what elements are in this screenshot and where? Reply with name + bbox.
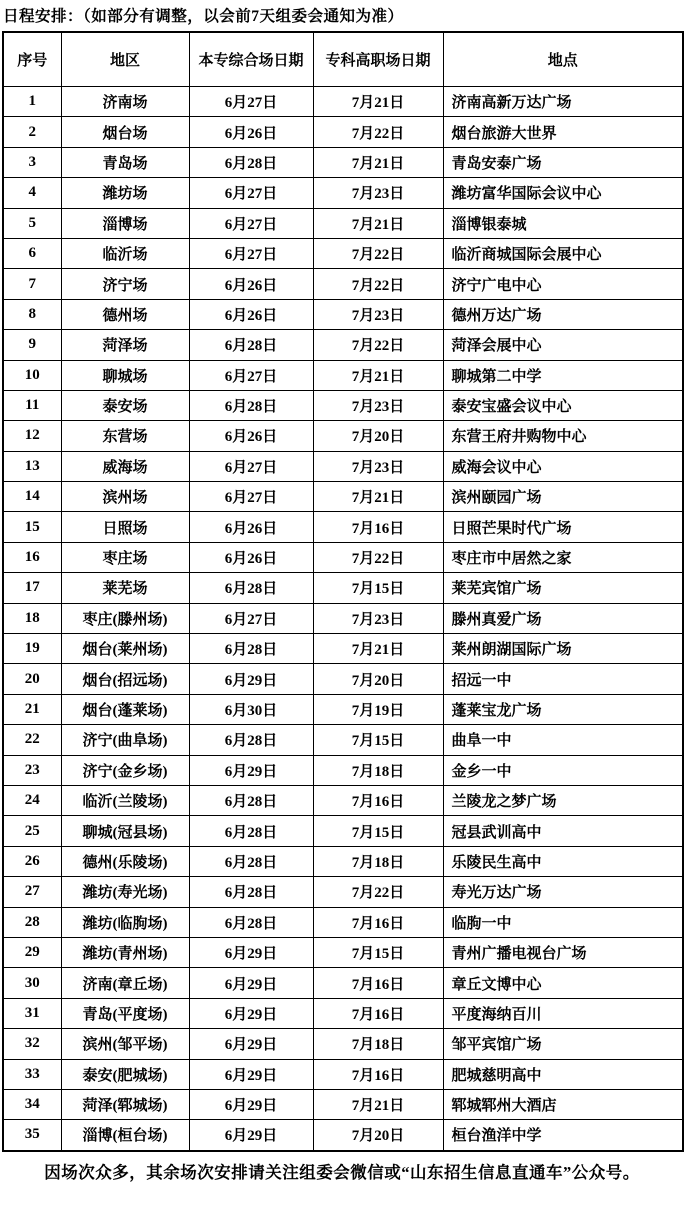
header-row <box>3 32 683 87</box>
cell-location: 寿光万达广场 <box>443 877 683 907</box>
cell-region: 威海场 <box>61 451 189 481</box>
cell-vocational-date: 7月22日 <box>313 269 443 299</box>
cell-region: 泰安(肥城场) <box>61 1059 189 1089</box>
table-row <box>3 725 683 755</box>
cell-vocational-date: 7月16日 <box>313 512 443 542</box>
cell-region: 潍坊(青州场) <box>61 937 189 967</box>
cell-location: 青岛安泰广场 <box>443 147 683 177</box>
cell-region: 日照场 <box>61 512 189 542</box>
cell-location: 临朐一中 <box>443 907 683 937</box>
cell-region: 烟台场 <box>61 117 189 147</box>
cell-location: 菏泽会展中心 <box>443 330 683 360</box>
cell-region: 菏泽场 <box>61 330 189 360</box>
cell-location: 平度海纳百川 <box>443 998 683 1028</box>
cell-vocational-date: 7月16日 <box>313 907 443 937</box>
cell-index: 24 <box>3 785 61 815</box>
cell-index: 6 <box>3 238 61 268</box>
table-row <box>3 482 683 512</box>
cell-vocational-date: 7月21日 <box>313 147 443 177</box>
cell-index: 5 <box>3 208 61 238</box>
cell-region: 济宁(金乡场) <box>61 755 189 785</box>
cell-region: 济南场 <box>61 87 189 117</box>
schedule-table-body <box>3 87 683 1151</box>
cell-main-date: 6月26日 <box>189 421 313 451</box>
table-row <box>3 1089 683 1119</box>
cell-index: 10 <box>3 360 61 390</box>
cell-vocational-date: 7月18日 <box>313 755 443 785</box>
header-index: 序号 <box>3 32 61 87</box>
cell-index: 30 <box>3 968 61 998</box>
table-row <box>3 360 683 390</box>
cell-main-date: 6月26日 <box>189 269 313 299</box>
cell-vocational-date: 7月21日 <box>313 360 443 390</box>
cell-index: 8 <box>3 299 61 329</box>
table-row <box>3 87 683 117</box>
cell-vocational-date: 7月21日 <box>313 482 443 512</box>
table-row <box>3 816 683 846</box>
cell-main-date: 6月28日 <box>189 390 313 420</box>
cell-main-date: 6月29日 <box>189 755 313 785</box>
cell-location: 临沂商城国际会展中心 <box>443 238 683 268</box>
cell-index: 7 <box>3 269 61 299</box>
cell-main-date: 6月27日 <box>189 482 313 512</box>
table-row <box>3 178 683 208</box>
cell-main-date: 6月28日 <box>189 573 313 603</box>
table-row <box>3 694 683 724</box>
cell-vocational-date: 7月22日 <box>313 330 443 360</box>
cell-vocational-date: 7月15日 <box>313 816 443 846</box>
cell-vocational-date: 7月22日 <box>313 877 443 907</box>
cell-index: 2 <box>3 117 61 147</box>
table-row <box>3 998 683 1028</box>
cell-location: 济宁广电中心 <box>443 269 683 299</box>
cell-main-date: 6月27日 <box>189 178 313 208</box>
cell-main-date: 6月26日 <box>189 512 313 542</box>
cell-location: 日照芒果时代广场 <box>443 512 683 542</box>
cell-region: 滨州(邹平场) <box>61 1029 189 1059</box>
cell-location: 威海会议中心 <box>443 451 683 481</box>
cell-index: 3 <box>3 147 61 177</box>
table-row <box>3 117 683 147</box>
cell-location: 东营王府井购物中心 <box>443 421 683 451</box>
cell-location: 莱州朗湖国际广场 <box>443 634 683 664</box>
table-row <box>3 846 683 876</box>
cell-index: 32 <box>3 1029 61 1059</box>
cell-main-date: 6月28日 <box>189 785 313 815</box>
cell-region: 烟台(招远场) <box>61 664 189 694</box>
table-row <box>3 937 683 967</box>
table-row <box>3 755 683 785</box>
cell-index: 26 <box>3 846 61 876</box>
page-title: 日程安排：（如部分有调整，以会前7天组委会通知为准） <box>3 8 404 25</box>
table-row <box>3 330 683 360</box>
cell-index: 18 <box>3 603 61 633</box>
cell-vocational-date: 7月16日 <box>313 968 443 998</box>
cell-main-date: 6月26日 <box>189 299 313 329</box>
cell-index: 13 <box>3 451 61 481</box>
cell-index: 1 <box>3 87 61 117</box>
cell-location: 曲阜一中 <box>443 725 683 755</box>
cell-location: 桓台渔洋中学 <box>443 1120 683 1151</box>
cell-region: 莱芜场 <box>61 573 189 603</box>
cell-main-date: 6月29日 <box>189 937 313 967</box>
table-row <box>3 1059 683 1089</box>
table-row <box>3 269 683 299</box>
cell-region: 枣庄(滕州场) <box>61 603 189 633</box>
table-row <box>3 634 683 664</box>
cell-main-date: 6月27日 <box>189 603 313 633</box>
cell-region: 青岛(平度场) <box>61 998 189 1028</box>
cell-index: 20 <box>3 664 61 694</box>
cell-index: 4 <box>3 178 61 208</box>
cell-index: 12 <box>3 421 61 451</box>
cell-region: 临沂场 <box>61 238 189 268</box>
table-row <box>3 603 683 633</box>
cell-main-date: 6月27日 <box>189 87 313 117</box>
cell-vocational-date: 7月21日 <box>313 208 443 238</box>
cell-vocational-date: 7月20日 <box>313 421 443 451</box>
schedule-table <box>2 31 684 1152</box>
cell-vocational-date: 7月15日 <box>313 725 443 755</box>
cell-region: 烟台(莱州场) <box>61 634 189 664</box>
cell-region: 枣庄场 <box>61 542 189 572</box>
cell-region: 泰安场 <box>61 390 189 420</box>
cell-location: 烟台旅游大世界 <box>443 117 683 147</box>
cell-vocational-date: 7月21日 <box>313 1089 443 1119</box>
cell-location: 肥城慈明高中 <box>443 1059 683 1089</box>
cell-index: 9 <box>3 330 61 360</box>
cell-region: 烟台(蓬莱场) <box>61 694 189 724</box>
cell-index: 28 <box>3 907 61 937</box>
table-row <box>3 390 683 420</box>
cell-vocational-date: 7月16日 <box>313 785 443 815</box>
cell-main-date: 6月28日 <box>189 816 313 846</box>
cell-location: 青州广播电视台广场 <box>443 937 683 967</box>
cell-main-date: 6月29日 <box>189 998 313 1028</box>
cell-location: 招远一中 <box>443 664 683 694</box>
cell-main-date: 6月29日 <box>189 1059 313 1089</box>
header-vocational-date: 专科高职场日期 <box>313 32 443 87</box>
cell-location: 金乡一中 <box>443 755 683 785</box>
cell-region: 德州场 <box>61 299 189 329</box>
cell-index: 33 <box>3 1059 61 1089</box>
cell-vocational-date: 7月23日 <box>313 603 443 633</box>
cell-location: 兰陵龙之梦广场 <box>443 785 683 815</box>
table-row <box>3 421 683 451</box>
cell-main-date: 6月28日 <box>189 907 313 937</box>
cell-location: 莱芜宾馆广场 <box>443 573 683 603</box>
cell-location: 枣庄市中居然之家 <box>443 542 683 572</box>
cell-index: 14 <box>3 482 61 512</box>
cell-region: 青岛场 <box>61 147 189 177</box>
cell-main-date: 6月30日 <box>189 694 313 724</box>
cell-index: 25 <box>3 816 61 846</box>
header-main-date: 本专综合场日期 <box>189 32 313 87</box>
cell-main-date: 6月28日 <box>189 725 313 755</box>
cell-main-date: 6月28日 <box>189 634 313 664</box>
cell-vocational-date: 7月22日 <box>313 238 443 268</box>
cell-index: 21 <box>3 694 61 724</box>
table-row <box>3 208 683 238</box>
cell-location: 泰安宝盛会议中心 <box>443 390 683 420</box>
cell-vocational-date: 7月23日 <box>313 299 443 329</box>
cell-index: 11 <box>3 390 61 420</box>
cell-vocational-date: 7月20日 <box>313 1120 443 1151</box>
table-row <box>3 451 683 481</box>
cell-location: 滕州真爱广场 <box>443 603 683 633</box>
cell-main-date: 6月28日 <box>189 147 313 177</box>
table-row <box>3 573 683 603</box>
cell-region: 潍坊(临朐场) <box>61 907 189 937</box>
cell-main-date: 6月27日 <box>189 451 313 481</box>
cell-region: 潍坊(寿光场) <box>61 877 189 907</box>
table-row <box>3 968 683 998</box>
table-row <box>3 542 683 572</box>
cell-vocational-date: 7月15日 <box>313 573 443 603</box>
cell-main-date: 6月26日 <box>189 542 313 572</box>
cell-vocational-date: 7月23日 <box>313 451 443 481</box>
cell-vocational-date: 7月21日 <box>313 634 443 664</box>
cell-main-date: 6月29日 <box>189 1120 313 1151</box>
cell-location: 潍坊富华国际会议中心 <box>443 178 683 208</box>
cell-index: 29 <box>3 937 61 967</box>
cell-main-date: 6月26日 <box>189 117 313 147</box>
cell-location: 蓬莱宝龙广场 <box>443 694 683 724</box>
cell-index: 31 <box>3 998 61 1028</box>
cell-vocational-date: 7月22日 <box>313 117 443 147</box>
cell-main-date: 6月27日 <box>189 208 313 238</box>
cell-region: 德州(乐陵场) <box>61 846 189 876</box>
cell-main-date: 6月29日 <box>189 1089 313 1119</box>
cell-region: 东营场 <box>61 421 189 451</box>
table-row <box>3 512 683 542</box>
cell-index: 34 <box>3 1089 61 1119</box>
table-row <box>3 785 683 815</box>
cell-index: 17 <box>3 573 61 603</box>
cell-index: 27 <box>3 877 61 907</box>
cell-vocational-date: 7月23日 <box>313 178 443 208</box>
cell-main-date: 6月27日 <box>189 360 313 390</box>
cell-region: 临沂(兰陵场) <box>61 785 189 815</box>
cell-main-date: 6月29日 <box>189 968 313 998</box>
cell-location: 邹平宾馆广场 <box>443 1029 683 1059</box>
cell-main-date: 6月29日 <box>189 664 313 694</box>
table-row <box>3 877 683 907</box>
cell-main-date: 6月29日 <box>189 1029 313 1059</box>
cell-region: 菏泽(郓城场) <box>61 1089 189 1119</box>
cell-region: 济宁场 <box>61 269 189 299</box>
cell-region: 滨州场 <box>61 482 189 512</box>
cell-index: 19 <box>3 634 61 664</box>
cell-location: 聊城第二中学 <box>443 360 683 390</box>
cell-vocational-date: 7月18日 <box>313 1029 443 1059</box>
table-row <box>3 238 683 268</box>
table-row <box>3 1029 683 1059</box>
table-row <box>3 1120 683 1151</box>
cell-index: 22 <box>3 725 61 755</box>
table-row <box>3 907 683 937</box>
cell-vocational-date: 7月18日 <box>313 846 443 876</box>
footer-note: 因场次众多，其余场次安排请关注组委会微信或“山东招生信息直通车”公众号。 <box>44 1162 640 1182</box>
cell-vocational-date: 7月16日 <box>313 1059 443 1089</box>
cell-index: 35 <box>3 1120 61 1151</box>
cell-vocational-date: 7月23日 <box>313 390 443 420</box>
cell-region: 潍坊场 <box>61 178 189 208</box>
cell-location: 济南高新万达广场 <box>443 87 683 117</box>
table-row <box>3 147 683 177</box>
cell-location: 章丘文博中心 <box>443 968 683 998</box>
cell-index: 15 <box>3 512 61 542</box>
cell-location: 滨州颐园广场 <box>443 482 683 512</box>
cell-index: 23 <box>3 755 61 785</box>
cell-main-date: 6月28日 <box>189 330 313 360</box>
cell-index: 16 <box>3 542 61 572</box>
table-row <box>3 664 683 694</box>
cell-vocational-date: 7月15日 <box>313 937 443 967</box>
cell-main-date: 6月28日 <box>189 877 313 907</box>
cell-region: 淄博(桓台场) <box>61 1120 189 1151</box>
cell-main-date: 6月27日 <box>189 238 313 268</box>
cell-region: 淄博场 <box>61 208 189 238</box>
cell-vocational-date: 7月20日 <box>313 664 443 694</box>
cell-main-date: 6月28日 <box>189 846 313 876</box>
cell-location: 冠县武训高中 <box>443 816 683 846</box>
cell-vocational-date: 7月16日 <box>313 998 443 1028</box>
cell-vocational-date: 7月21日 <box>313 87 443 117</box>
header-region: 地区 <box>61 32 189 87</box>
cell-location: 德州万达广场 <box>443 299 683 329</box>
cell-region: 聊城场 <box>61 360 189 390</box>
cell-region: 聊城(冠县场) <box>61 816 189 846</box>
cell-region: 济宁(曲阜场) <box>61 725 189 755</box>
cell-location: 乐陵民生高中 <box>443 846 683 876</box>
cell-location: 淄博银泰城 <box>443 208 683 238</box>
table-row <box>3 299 683 329</box>
cell-region: 济南(章丘场) <box>61 968 189 998</box>
cell-vocational-date: 7月22日 <box>313 542 443 572</box>
cell-vocational-date: 7月19日 <box>313 694 443 724</box>
cell-location: 郓城郓州大酒店 <box>443 1089 683 1119</box>
header-location: 地点 <box>443 32 683 87</box>
